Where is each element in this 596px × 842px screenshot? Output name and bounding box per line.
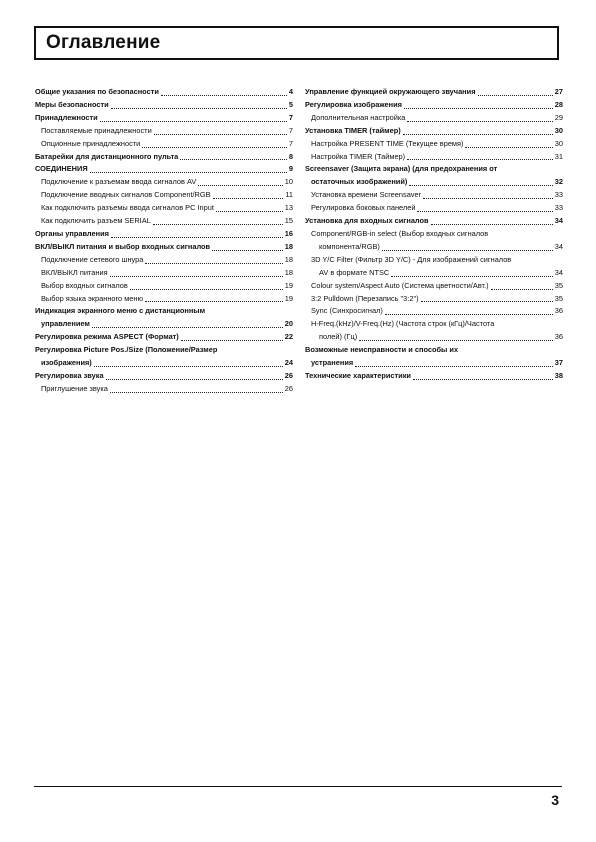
toc-page-number: 15 — [284, 216, 293, 226]
toc-subsection-entry — [305, 267, 563, 280]
dot-leader — [355, 366, 553, 367]
dot-leader — [382, 250, 553, 251]
dot-leader — [216, 211, 283, 212]
dot-leader — [407, 159, 553, 160]
dot-leader — [154, 134, 287, 135]
toc-subsection-entry — [35, 202, 293, 215]
toc-subsection-entry — [305, 189, 563, 202]
toc-page-number: 7 — [288, 138, 293, 148]
toc-entry-label: Дополнительная настройка — [311, 112, 406, 122]
toc-section-entry — [35, 151, 293, 164]
toc-entry-label: остаточных изображений) — [311, 177, 408, 187]
toc-section-entry — [305, 125, 563, 138]
toc-section-entry — [35, 331, 293, 344]
toc-entry-label: ВКЛ/ВЫКЛ питания — [41, 267, 108, 277]
toc-page-number: 33 — [554, 190, 563, 200]
toc-page-number: 18 — [284, 241, 293, 251]
toc-subsection-entry — [305, 112, 563, 125]
toc-entry-label: Установка TIMER (таймер) — [305, 125, 401, 135]
toc-page-number: 32 — [554, 177, 563, 187]
toc-entry-label: Как подключить разъем SERIAL — [41, 216, 151, 226]
toc-entry-label: Выбор входных сигналов — [41, 280, 128, 290]
toc-entry-label: Управление функцией окружающего звучания — [305, 87, 476, 96]
dot-leader — [421, 301, 553, 302]
toc-subsection-entry — [35, 254, 293, 267]
toc-entry-label: Регулировка боковых панелей — [311, 203, 416, 213]
toc-entry-label: Настройка PRESENT TIME (Текущее время) — [311, 138, 464, 148]
footer-rule — [34, 786, 562, 787]
toc-subsection-entry — [305, 293, 563, 306]
dot-leader — [212, 250, 283, 251]
title-box — [34, 26, 559, 60]
toc-entry-label: Подключение сетевого шнура — [41, 254, 144, 264]
toc-subsection-entry — [305, 331, 563, 344]
dot-leader — [92, 327, 283, 328]
dot-leader — [110, 276, 283, 277]
toc-page-number: 35 — [554, 280, 563, 290]
toc-entry-label: Возможные неисправности и способы их — [305, 345, 459, 355]
dot-leader — [130, 289, 283, 290]
toc-subsection-entry — [35, 138, 293, 151]
dot-leader — [413, 379, 553, 380]
dot-leader — [145, 301, 283, 302]
toc-page-number: 24 — [284, 358, 293, 368]
toc-page-number: 33 — [554, 203, 563, 213]
toc-entry-label: ВКЛ/ВЫКЛ питания и выбор входных сигналов — [35, 241, 211, 251]
dot-leader — [478, 95, 553, 96]
toc-section-entry — [35, 228, 293, 241]
dot-leader — [465, 147, 552, 148]
toc-page-number: 20 — [284, 319, 293, 329]
toc-subsection-entry — [35, 125, 293, 138]
toc-entry-label: Поставляемые принадлежности — [41, 125, 152, 135]
toc-page-number: 18 — [284, 254, 293, 264]
dot-leader — [161, 95, 287, 96]
dot-leader — [391, 276, 553, 277]
toc-right-column — [305, 86, 563, 383]
toc-subsection-entry — [305, 241, 563, 254]
toc-page-number: 37 — [554, 358, 563, 368]
toc-section-entry — [305, 176, 563, 189]
toc-page-number: 31 — [554, 151, 563, 161]
toc-section-entry — [35, 318, 293, 331]
toc-section-entry — [35, 241, 293, 254]
toc-section-entry — [305, 99, 563, 112]
toc-entry-label: Настройка TIMER (Таймер) — [311, 151, 406, 161]
toc-entry-label: Регулировка звука — [35, 370, 104, 380]
toc-page-number: 26 — [284, 383, 293, 393]
dot-leader — [145, 263, 282, 264]
toc-page-number: 8 — [288, 151, 293, 161]
toc-subsection-entry — [35, 293, 293, 306]
toc-left-column — [35, 86, 293, 396]
dot-leader — [403, 134, 553, 135]
toc-page-number: 10 — [284, 177, 293, 187]
toc-section-entry — [35, 163, 293, 176]
toc-entry-label: Опционные принадлежности — [41, 138, 141, 148]
toc-subsection-entry — [305, 151, 563, 164]
dot-leader — [407, 121, 552, 122]
toc-entry-label: Технические характеристики — [305, 370, 411, 380]
toc-page-number: 35 — [554, 293, 563, 303]
dot-leader — [404, 108, 553, 109]
toc-page-number: 13 — [284, 203, 293, 213]
toc-page-number: 26 — [284, 370, 293, 380]
toc-page-number: 27 — [554, 87, 563, 96]
dot-leader — [431, 224, 553, 225]
dot-leader — [417, 211, 552, 212]
toc-entry-label: полей) (Гц) — [319, 332, 358, 342]
toc-entry-label: Установка времени Screensaver — [311, 190, 422, 200]
toc-page-number: 30 — [554, 125, 563, 135]
toc-subsection-entry — [35, 189, 293, 202]
toc-subsection-entry — [305, 305, 563, 318]
page-title: Оглавление — [46, 32, 161, 53]
dot-leader — [423, 198, 553, 199]
toc-entry-label: 3:2 Pulldown (Перезапись "3:2") — [311, 293, 419, 303]
toc-entry-label: Общие указания по безопасности — [35, 87, 159, 96]
dot-leader — [111, 108, 287, 109]
toc-subsection-entry — [35, 215, 293, 228]
toc-page-number: 34 — [554, 241, 563, 251]
toc-entry-label: Component/RGB-in select (Выбор входных сигналов — [311, 228, 489, 238]
dot-leader — [409, 185, 552, 186]
dot-leader — [181, 340, 283, 341]
dot-leader — [111, 237, 283, 238]
dot-leader — [491, 289, 553, 290]
toc-subsection-entry — [35, 383, 293, 396]
toc-subsection-entry — [35, 280, 293, 293]
toc-page-number: 9 — [288, 164, 293, 174]
dot-leader — [359, 340, 553, 341]
toc-section-entry — [35, 112, 293, 125]
toc-section-entry — [305, 357, 563, 370]
toc-page-number: 4 — [288, 87, 293, 96]
toc-page-number: 16 — [284, 228, 293, 238]
toc-section-entry — [305, 215, 563, 228]
toc-page-number: 36 — [554, 306, 563, 316]
toc-page-number: 18 — [284, 267, 293, 277]
toc-subsection-entry — [35, 176, 293, 189]
toc-section-entry — [35, 86, 293, 99]
toc-entry-label: Подключение к разъемам ввода сигналов AV — [41, 177, 197, 187]
dot-leader — [180, 159, 287, 160]
dot-leader — [213, 198, 284, 199]
toc-section-entry — [305, 86, 563, 99]
dot-leader — [106, 379, 283, 380]
toc-entry-label: AV в формате NTSC — [319, 267, 390, 277]
toc-entry-label: изображения) — [41, 358, 92, 368]
toc-entry-label: Меры безопасности — [35, 99, 109, 109]
toc-entry-label: Регулировка режима ASPECT (Формат) — [35, 332, 179, 342]
toc-page-number: 19 — [284, 280, 293, 290]
toc-entry-label: Индикация экранного меню с дистанционным — [35, 306, 206, 316]
toc-entry-label: Подключение вводных сигналов Component/RGB — [41, 190, 211, 200]
toc-page-number: 29 — [554, 112, 563, 122]
dot-leader — [153, 224, 283, 225]
toc-page-number: 11 — [285, 190, 293, 200]
toc-page-number: 7 — [288, 112, 293, 122]
toc-entry-label: Регулировка Picture Pos./Size (Положение/Размер — [35, 345, 218, 355]
toc-page-number: 34 — [554, 267, 563, 277]
toc-subsection-entry — [305, 138, 563, 151]
toc-entry-label: Батарейки для дистанционного пульта — [35, 151, 179, 161]
page-number: 3 — [551, 792, 559, 808]
toc-entry-label: устранения — [311, 358, 354, 368]
toc-section-entry — [35, 370, 293, 383]
toc-entry-label: Принадлежности — [35, 112, 98, 122]
toc-section-entry — [35, 357, 293, 370]
toc-page-number: 22 — [284, 332, 293, 342]
toc-subsection-entry — [305, 202, 563, 215]
toc-page-number: 5 — [288, 99, 293, 109]
toc-entry-label: управлением — [41, 319, 90, 329]
toc-entry-label: Органы управления — [35, 228, 109, 238]
dot-leader — [385, 314, 553, 315]
toc-page-number: 36 — [554, 332, 563, 342]
toc-subsection-entry — [35, 267, 293, 280]
toc-subsection-entry — [305, 280, 563, 293]
dot-leader — [94, 366, 283, 367]
dot-leader — [198, 185, 282, 186]
dot-leader — [142, 147, 287, 148]
toc-entry-label: 3D Y/C Filter (Фильтр 3D Y/C) - Для изображений сигналов — [311, 254, 512, 264]
toc-entry-label: Приглушение звука — [41, 383, 108, 393]
toc-page-number: 30 — [554, 138, 563, 148]
toc-page-number: 28 — [554, 99, 563, 109]
toc-page-number: 7 — [288, 125, 293, 135]
toc-entry-label: Выбор языка экранного меню — [41, 293, 144, 303]
toc-entry-label: Установка для входных сигналов — [305, 216, 429, 226]
dot-leader — [100, 121, 287, 122]
toc-entry-label: компонента/RGB) — [319, 241, 380, 251]
dot-leader — [90, 172, 287, 173]
toc-entry-label: Screensaver (Защита экрана) (для предохранения от — [305, 164, 498, 174]
toc-entry-label: СОЕДИНЕНИЯ — [35, 164, 88, 174]
toc-entry-label: Регулировка изображения — [305, 99, 402, 109]
toc-page-number: 34 — [554, 216, 563, 226]
toc-entry-label: Как подключить разъемы ввода сигналов PC Input — [41, 203, 214, 213]
toc-section-entry — [35, 99, 293, 112]
toc-page-number: 19 — [284, 293, 293, 303]
dot-leader — [110, 392, 283, 393]
toc-entry-label: H-Freq.(kHz)/V-Freq.(Hz) (Частота строк (кГц)/Частота — [311, 319, 495, 329]
toc-section-entry — [305, 370, 563, 383]
toc-entry-label: Colour system/Aspect Auto (Система цветности/Авт.) — [311, 280, 489, 290]
toc-entry-label: Sync (Синхросигнал) — [311, 306, 383, 316]
toc-page-number: 38 — [554, 370, 563, 380]
